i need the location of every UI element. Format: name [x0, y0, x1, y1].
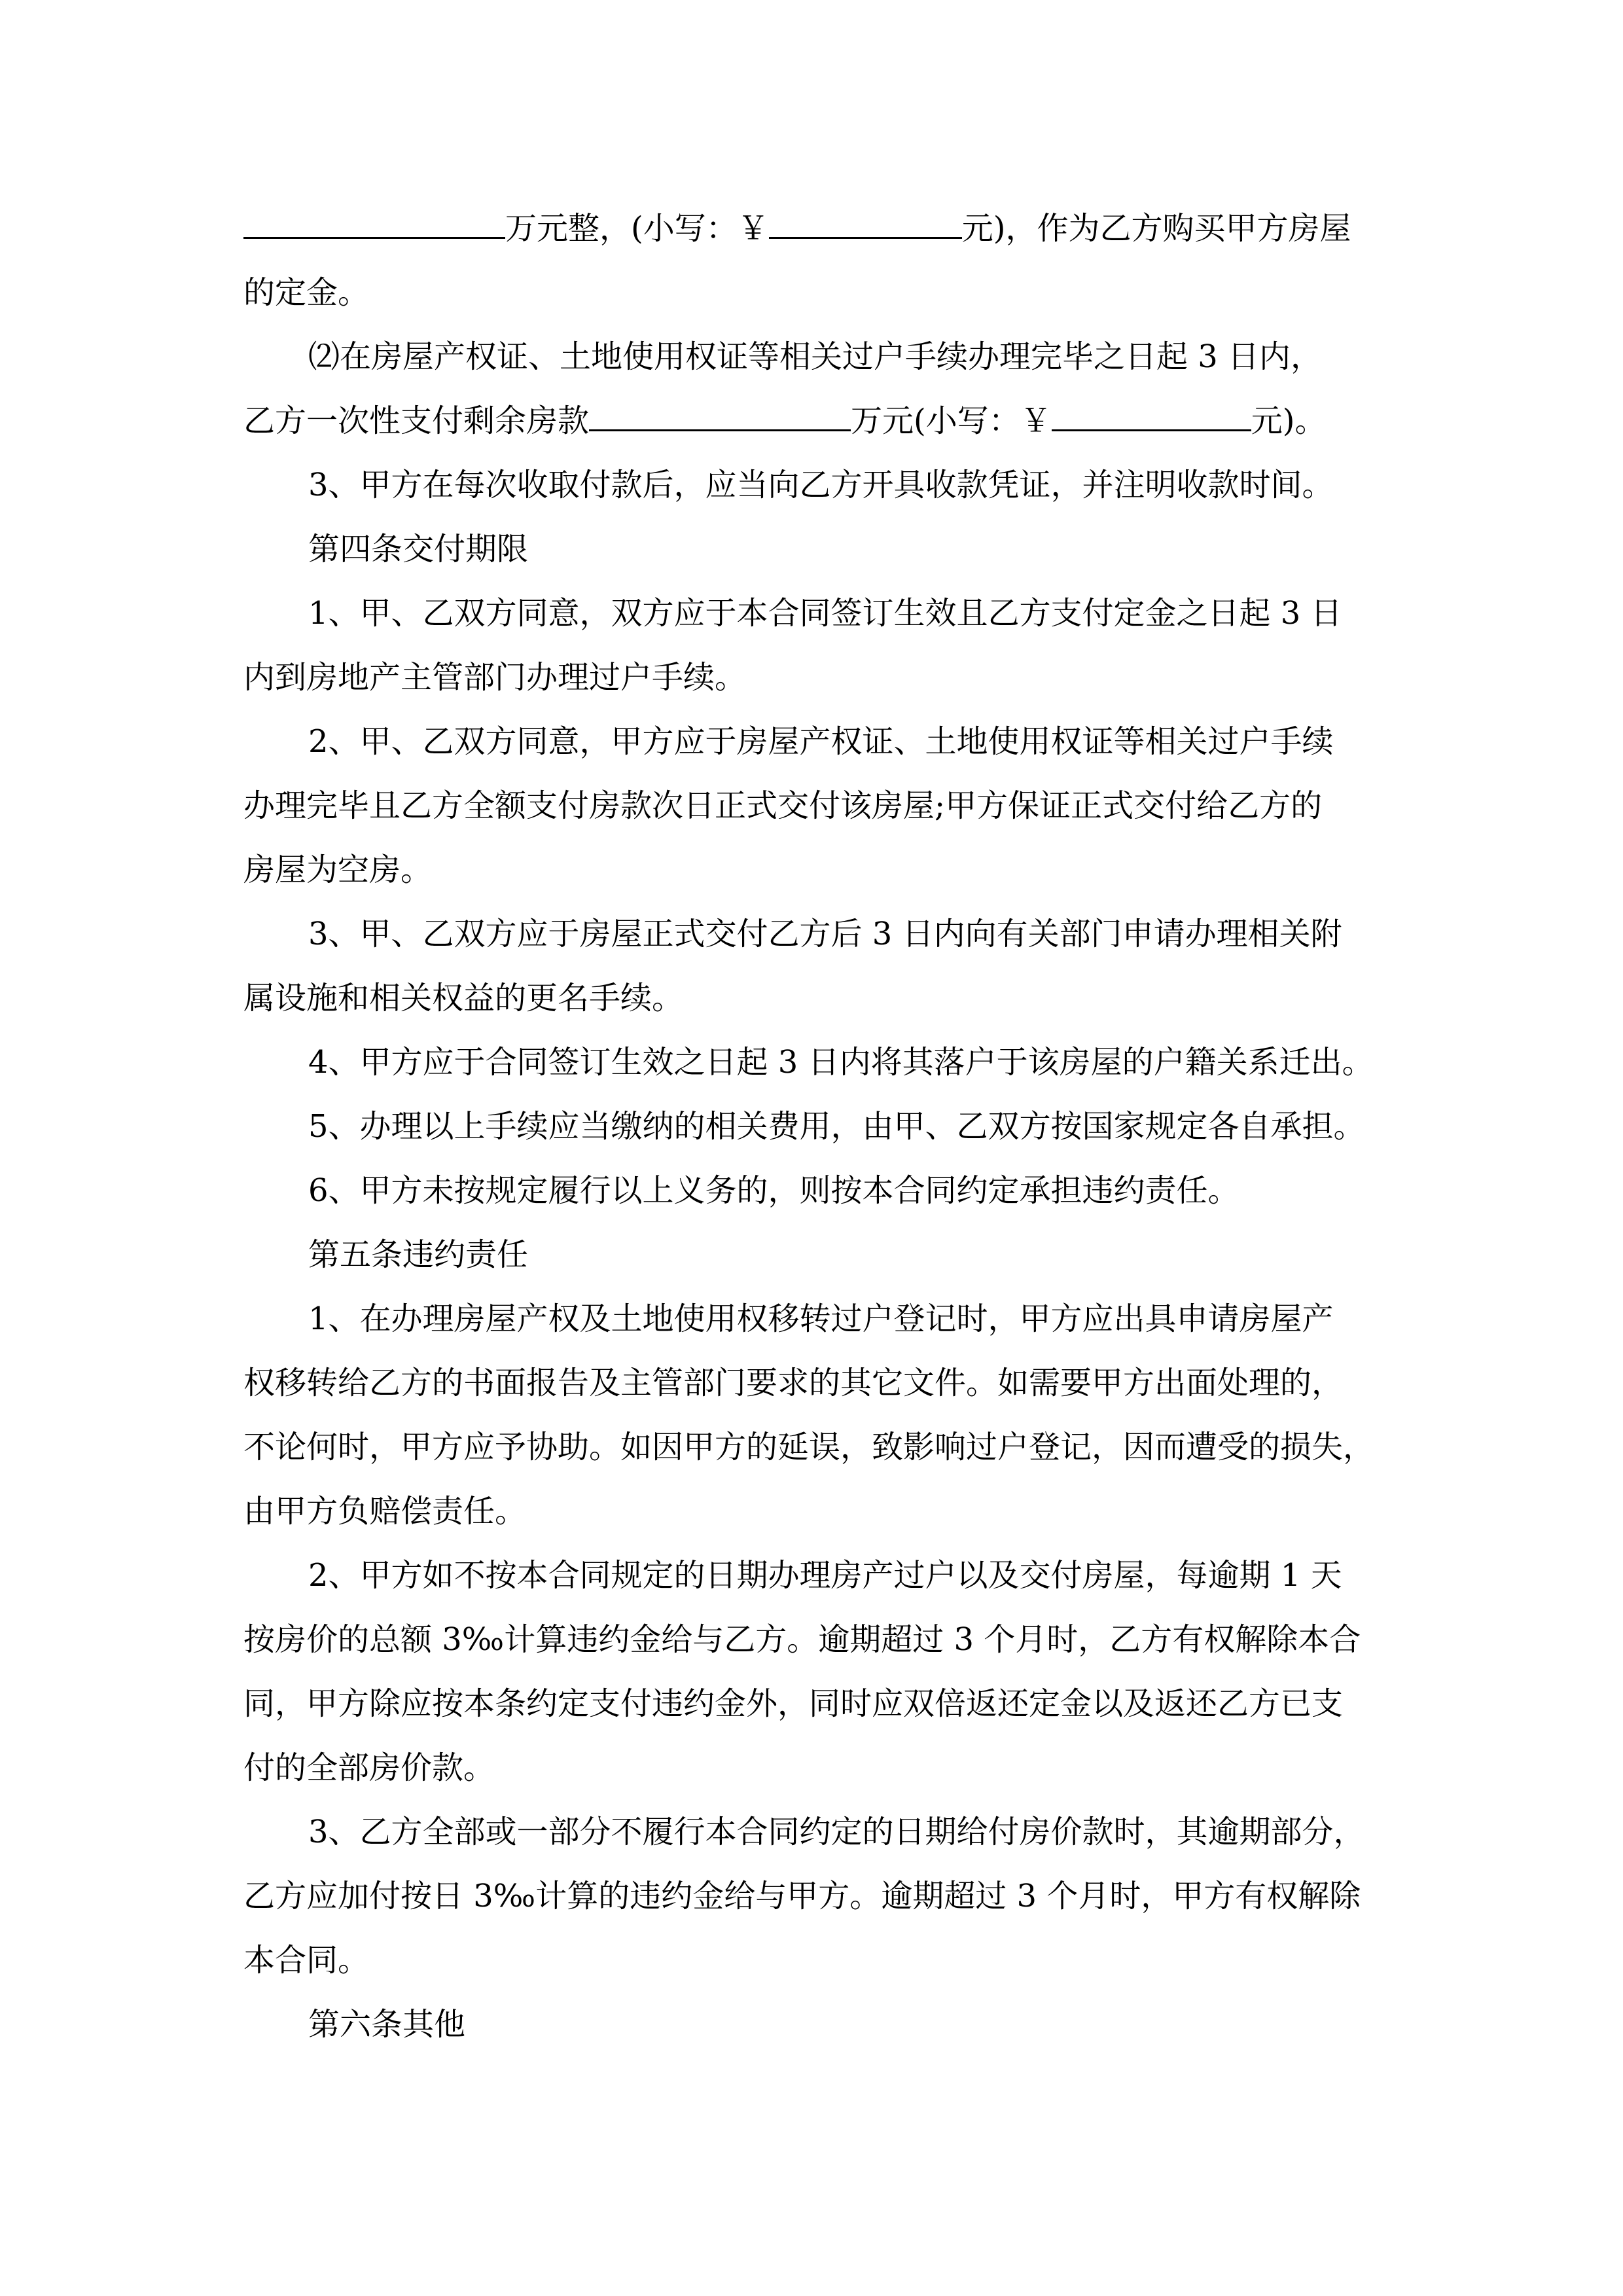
text-line: 的定金。: [243, 274, 370, 311]
section-heading: 第六条其他: [308, 2006, 466, 2043]
text-line: 3、甲、乙双方应于房屋正式交付乙方后 3 日内向有关部门申请办理相关附: [308, 916, 1342, 952]
text-line: 5、办理以上手续应当缴纳的相关费用，由甲、乙双方按国家规定各自承担。: [308, 1108, 1365, 1145]
text-line: 3、乙方全部或一部分不履行本合同约定的日期给付房价款时，其逾期部分，: [308, 1814, 1365, 1850]
text-line: 按房价的总额 3‰计算违约金给与乙方。逾期超过 3 个月时，乙方有权解除本合: [243, 1621, 1361, 1658]
text-line: 同，甲方除应按本条约定支付违约金外，同时应双倍返还定金以及返还乙方已支: [243, 1685, 1344, 1722]
text-line: 2、甲方如不按本合同规定的日期办理房产过户以及交付房屋，每逾期 1 天: [308, 1557, 1342, 1594]
text-line: ⑵在房屋产权证、土地使用权证等相关过户手续办理完毕之日起 3 日内，: [308, 338, 1323, 375]
text-line: 房屋为空房。: [243, 852, 433, 888]
text-line: 内到房地产主管部门办理过户手续。: [243, 659, 747, 696]
text-line: 乙方应加付按日 3‰计算的违约金给与甲方。逾期超过 3 个月时，甲方有权解除: [243, 1878, 1361, 1914]
section-heading: 第五条违约责任: [308, 1236, 529, 1273]
contract-body: [243, 196, 1389, 2056]
text-line: 付的全部房价款。: [243, 1749, 495, 1786]
text-line: 3、甲方在每次收取付款后，应当向乙方开具收款凭证，并注明收款时间。: [308, 467, 1334, 503]
text-line: 不论何时，甲方应予协助。如因甲方的延误，致影响过户登记，因而遭受的损失，: [243, 1429, 1375, 1465]
section-heading: 第四条交付期限: [308, 531, 529, 567]
blank-field-deposit-amount: [243, 211, 505, 239]
text-line: 属设施和相关权益的更名手续。: [243, 980, 684, 1016]
blank-field-balance-figure: [1052, 403, 1251, 431]
text-line: 万元整，(小写：￥ 元)，作为乙方购买甲方房屋: [243, 196, 1389, 260]
text-line: 权移转给乙方的书面报告及主管部门要求的其它文件。如需要甲方出面处理的，: [243, 1365, 1344, 1401]
text-line: 办理完毕且乙方全额支付房款次日正式交付该房屋;甲方保证正式交付给乙方的: [243, 787, 1323, 824]
text-line: 2、甲、乙双方同意，甲方应于房屋产权证、土地使用权证等相关过户手续: [308, 723, 1334, 760]
text-line: 4、甲方应于合同签订生效之日起 3 日内将其落户于该房屋的户籍关系迁出。: [308, 1044, 1374, 1081]
text-line: 1、甲、乙双方同意，双方应于本合同签订生效且乙方支付定金之日起 3 日: [308, 595, 1342, 632]
blank-field-deposit-figure: [769, 211, 962, 239]
text-line: 本合同。: [243, 1942, 370, 1979]
blank-field-balance-amount: [589, 403, 851, 431]
text-line: 由甲方负赔偿责任。: [243, 1493, 527, 1530]
text-line: 乙方一次性支付剩余房款 万元(小写：￥ 元)。: [243, 403, 1327, 439]
text-line: 1、在办理房屋产权及土地使用权移转过户登记时，甲方应出具申请房屋产: [308, 1300, 1334, 1337]
text-line: 6、甲方未按规定履行以上义务的，则按本合同约定承担违约责任。: [308, 1172, 1240, 1209]
